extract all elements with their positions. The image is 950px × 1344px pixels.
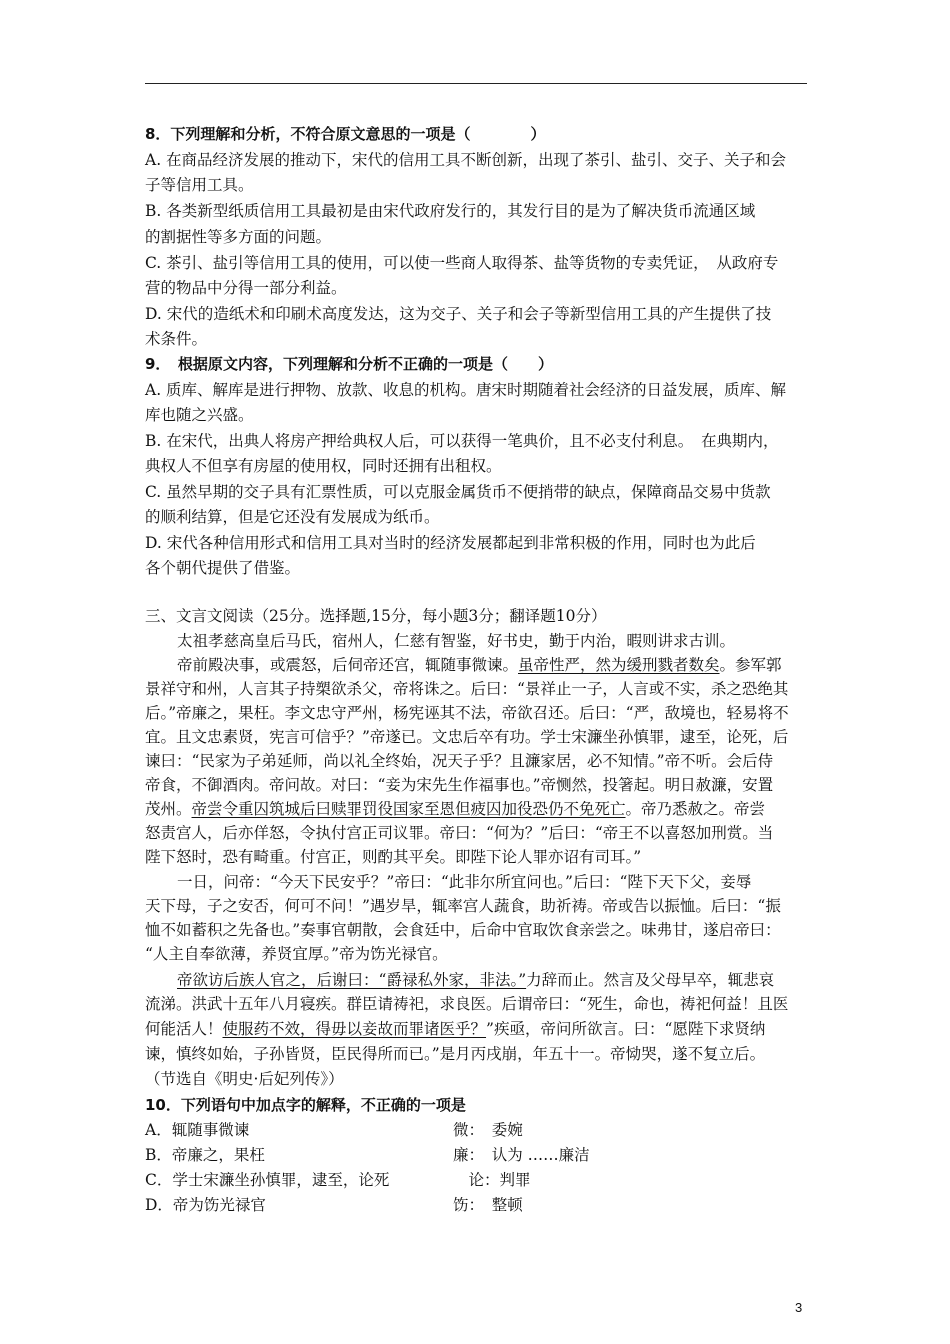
q8-option-a-line1: A. 在商品经济发展的推动下，宋代的信用工具不断创新，出现了茶引、盐引、交子、关子和会 bbox=[145, 151, 787, 169]
question-10-stem: 10．下列语句中加点字的解释，不正确的一项是 bbox=[145, 1096, 466, 1114]
underlined-sentence-1: 虽帝性严，然为缓刑戮者数矣 bbox=[518, 656, 720, 674]
q8-option-d-line1: D. 宋代的造纸术和印刷术高度发达，这为交子、关子和会子等新型信用工具的产生提供了技 bbox=[145, 305, 772, 323]
q9-option-b-line2: 典权人不但享有房屋的使用权，同时还拥有出租权。 bbox=[145, 457, 502, 475]
q9-option-d-line1: D. 宋代各种信用形式和信用工具对当时的经济发展都起到非常积极的作用，同时也为此后 bbox=[145, 534, 756, 552]
q10-option-a-gloss: 微： 委婉 bbox=[453, 1121, 523, 1139]
q8-option-b-line1: B. 各类新型纸质信用工具最初是由宋代政府发行的，其发行目的是为了解决货币流通区域 bbox=[145, 202, 756, 220]
q8-option-a-line2: 子等信用工具。 bbox=[145, 176, 254, 194]
page-number: 3 bbox=[795, 1300, 803, 1315]
passage-paragraph-1: 太祖孝慈高皇后马氏，宿州人，仁慈有智鉴，好书史，勤于内治，暇则讲求古训。 bbox=[177, 632, 736, 650]
q8-option-c-line2: 营的物品中分得一部分利益。 bbox=[145, 279, 347, 297]
underlined-sentence-2: 帝尝令重囚筑城后曰赎罪罚役国家至恩但疲囚加役恐仍不免死亡 bbox=[191, 800, 626, 818]
q9-option-c-line1: C. 虽然早期的交子具有汇票性质，可以克服金属货币不便捎带的缺点，保障商品交易中货款 bbox=[145, 483, 771, 501]
passage-p2-line1: 帝前殿决事，或震怒，后伺帝还宫，辄随事微谏。虽帝性严，然为缓刑戮者数矣。参军郭 bbox=[177, 656, 782, 674]
passage-p4-line1: 帝欲访后族人官之，后谢曰：“爵禄私外家，非法。”力辞而止。然言及父母早卒，辄悲哀 bbox=[177, 971, 775, 989]
section-3-heading: 三、文言文阅读（25分。选择题,15分，每小题3分；翻译题10分） bbox=[145, 607, 607, 625]
question-9-stem: 9． 根据原文内容，下列理解和分析不正确的一项是（ ） bbox=[145, 355, 553, 373]
q10-option-d-gloss: 饬： 整顿 bbox=[453, 1196, 523, 1214]
passage-p2-line8: 怒责宫人，后亦佯怒，令执付宫正司议罪。帝曰：“何为？”后曰：“帝王不以喜怒加刑赏。当 bbox=[145, 824, 774, 842]
passage-p2-line7: 茂州。帝尝令重囚筑城后曰赎罪罚役国家至恩但疲囚加役恐仍不免死亡。帝乃悉赦之。帝尝 bbox=[145, 800, 766, 818]
passage-p2-line5: 谏曰：“民家为子弟延师，尚以礼全终始，况天子乎？且濂家居，必不知情。”帝不听。会后侍 bbox=[145, 752, 774, 770]
q10-option-a: A．辄随事微谏 bbox=[145, 1121, 250, 1139]
passage-p2-line3: 后。”帝廉之，果枉。李文忠守严州，杨宪诬其不法，帝欲召还。后曰：“严，敌境也，轻易将不 bbox=[145, 704, 789, 722]
passage-p2-line9: 陛下怒时，恐有畸重。付宫正，则酌其平矣。即陛下论人罪亦诏有司耳。” bbox=[145, 848, 642, 866]
q10-option-b: B．帝廉之，果枉 bbox=[145, 1146, 265, 1164]
q9-option-a-line1: A. 质库、解库是进行押物、放款、收息的机构。唐宋时期随着社会经济的日益发展，质库、解 bbox=[145, 381, 787, 399]
q10-option-d: D．帝为饬光禄官 bbox=[145, 1196, 266, 1214]
passage-p3-line3: 恤不如蓄积之先备也。”奏事官朝散，会食廷中，后命中官取饮食亲尝之。味弗甘，遂启帝曰： bbox=[145, 921, 781, 939]
q9-option-d-line2: 各个朝代提供了借鉴。 bbox=[145, 559, 301, 577]
passage-p2-line6: 帝食，不御酒肉。帝问故。对曰：“妾为宋先生作福事也。”帝恻然，投箸起。明日赦濂，安置 bbox=[145, 776, 774, 794]
question-8-stem: 8．下列理解和分析，不符合原文意思的一项是（ ） bbox=[145, 125, 546, 143]
q10-option-c-gloss: 论：判罪 bbox=[453, 1171, 531, 1189]
passage-p4-line3: 何能活人！使服药不效，得毋以妾故而罪诸医乎？”疾亟，帝问所欲言。曰：“愿陛下求贤纳 bbox=[145, 1020, 766, 1038]
q9-option-c-line2: 的顺利结算，但是它还没有发展成为纸币。 bbox=[145, 508, 440, 526]
underlined-sentence-3: “爵禄私外家，非法。” bbox=[378, 971, 527, 989]
passage-p2-line4: 宜。且文忠素贤，宪言可信乎？”帝遂已。文忠后卒有功。学士宋濂坐孙慎罪，逮至，论死，后 bbox=[145, 728, 789, 746]
q10-option-b-gloss: 廉： 认为 ……廉洁 bbox=[453, 1146, 590, 1164]
passage-p2-line2: 景祥守和州，人言其子持槊欲杀父，帝将诛之。后曰：“景祥止一子，人言或不实，杀之恐绝其 bbox=[145, 680, 789, 698]
q9-option-a-line2: 库也随之兴盛。 bbox=[145, 406, 254, 424]
q8-option-b-line2: 的割据性等多方面的问题。 bbox=[145, 228, 332, 246]
q8-option-d-line2: 术条件。 bbox=[145, 330, 208, 348]
header-rule bbox=[145, 83, 807, 84]
passage-p3-line2: 天下母，子之安否，何可不问！”遇岁旱，辄率宫人蔬食，助祈祷。帝或告以振恤。后曰：“振 bbox=[145, 897, 781, 915]
q10-option-c: C．学士宋濂坐孙慎罪，逮至，论死 bbox=[145, 1171, 390, 1189]
underlined-sentence-4: 使服药不效，得毋以妾故而罪诸医乎？ bbox=[222, 1020, 487, 1038]
q9-option-b-line1: B. 在宋代，出典人将房产押给典权人后，可以获得一笔典价，且不必支付利息。 在典期内， bbox=[145, 432, 779, 450]
q8-option-c-line1: C. 茶引、盐引等信用工具的使用，可以使一些商人取得茶、盐等货物的专卖凭证， 从政府专 bbox=[145, 254, 779, 272]
passage-p4-line2: 流涕。洪武十五年八月寝疾。群臣请祷祀，求良医。后谓帝曰：“死生，命也，祷祀何益！且医 bbox=[145, 995, 789, 1013]
passage-p3-line4: “人主自奉欲薄，养贤宜厚。”帝为饬光禄官。 bbox=[145, 945, 448, 963]
passage-source: （节选自《明史·后妃列传》） bbox=[145, 1070, 344, 1088]
passage-p4-line4: 谏，慎终如始，子孙皆贤，臣民得所而已。”是月丙戌崩，年五十一。帝恸哭，遂不复立后。 bbox=[145, 1045, 766, 1063]
passage-p3-line1: 一日，问帝：“今天下民安乎？”帝曰：“此非尔所宜问也。”后曰：“陛下天下父，妾辱 bbox=[177, 873, 752, 891]
